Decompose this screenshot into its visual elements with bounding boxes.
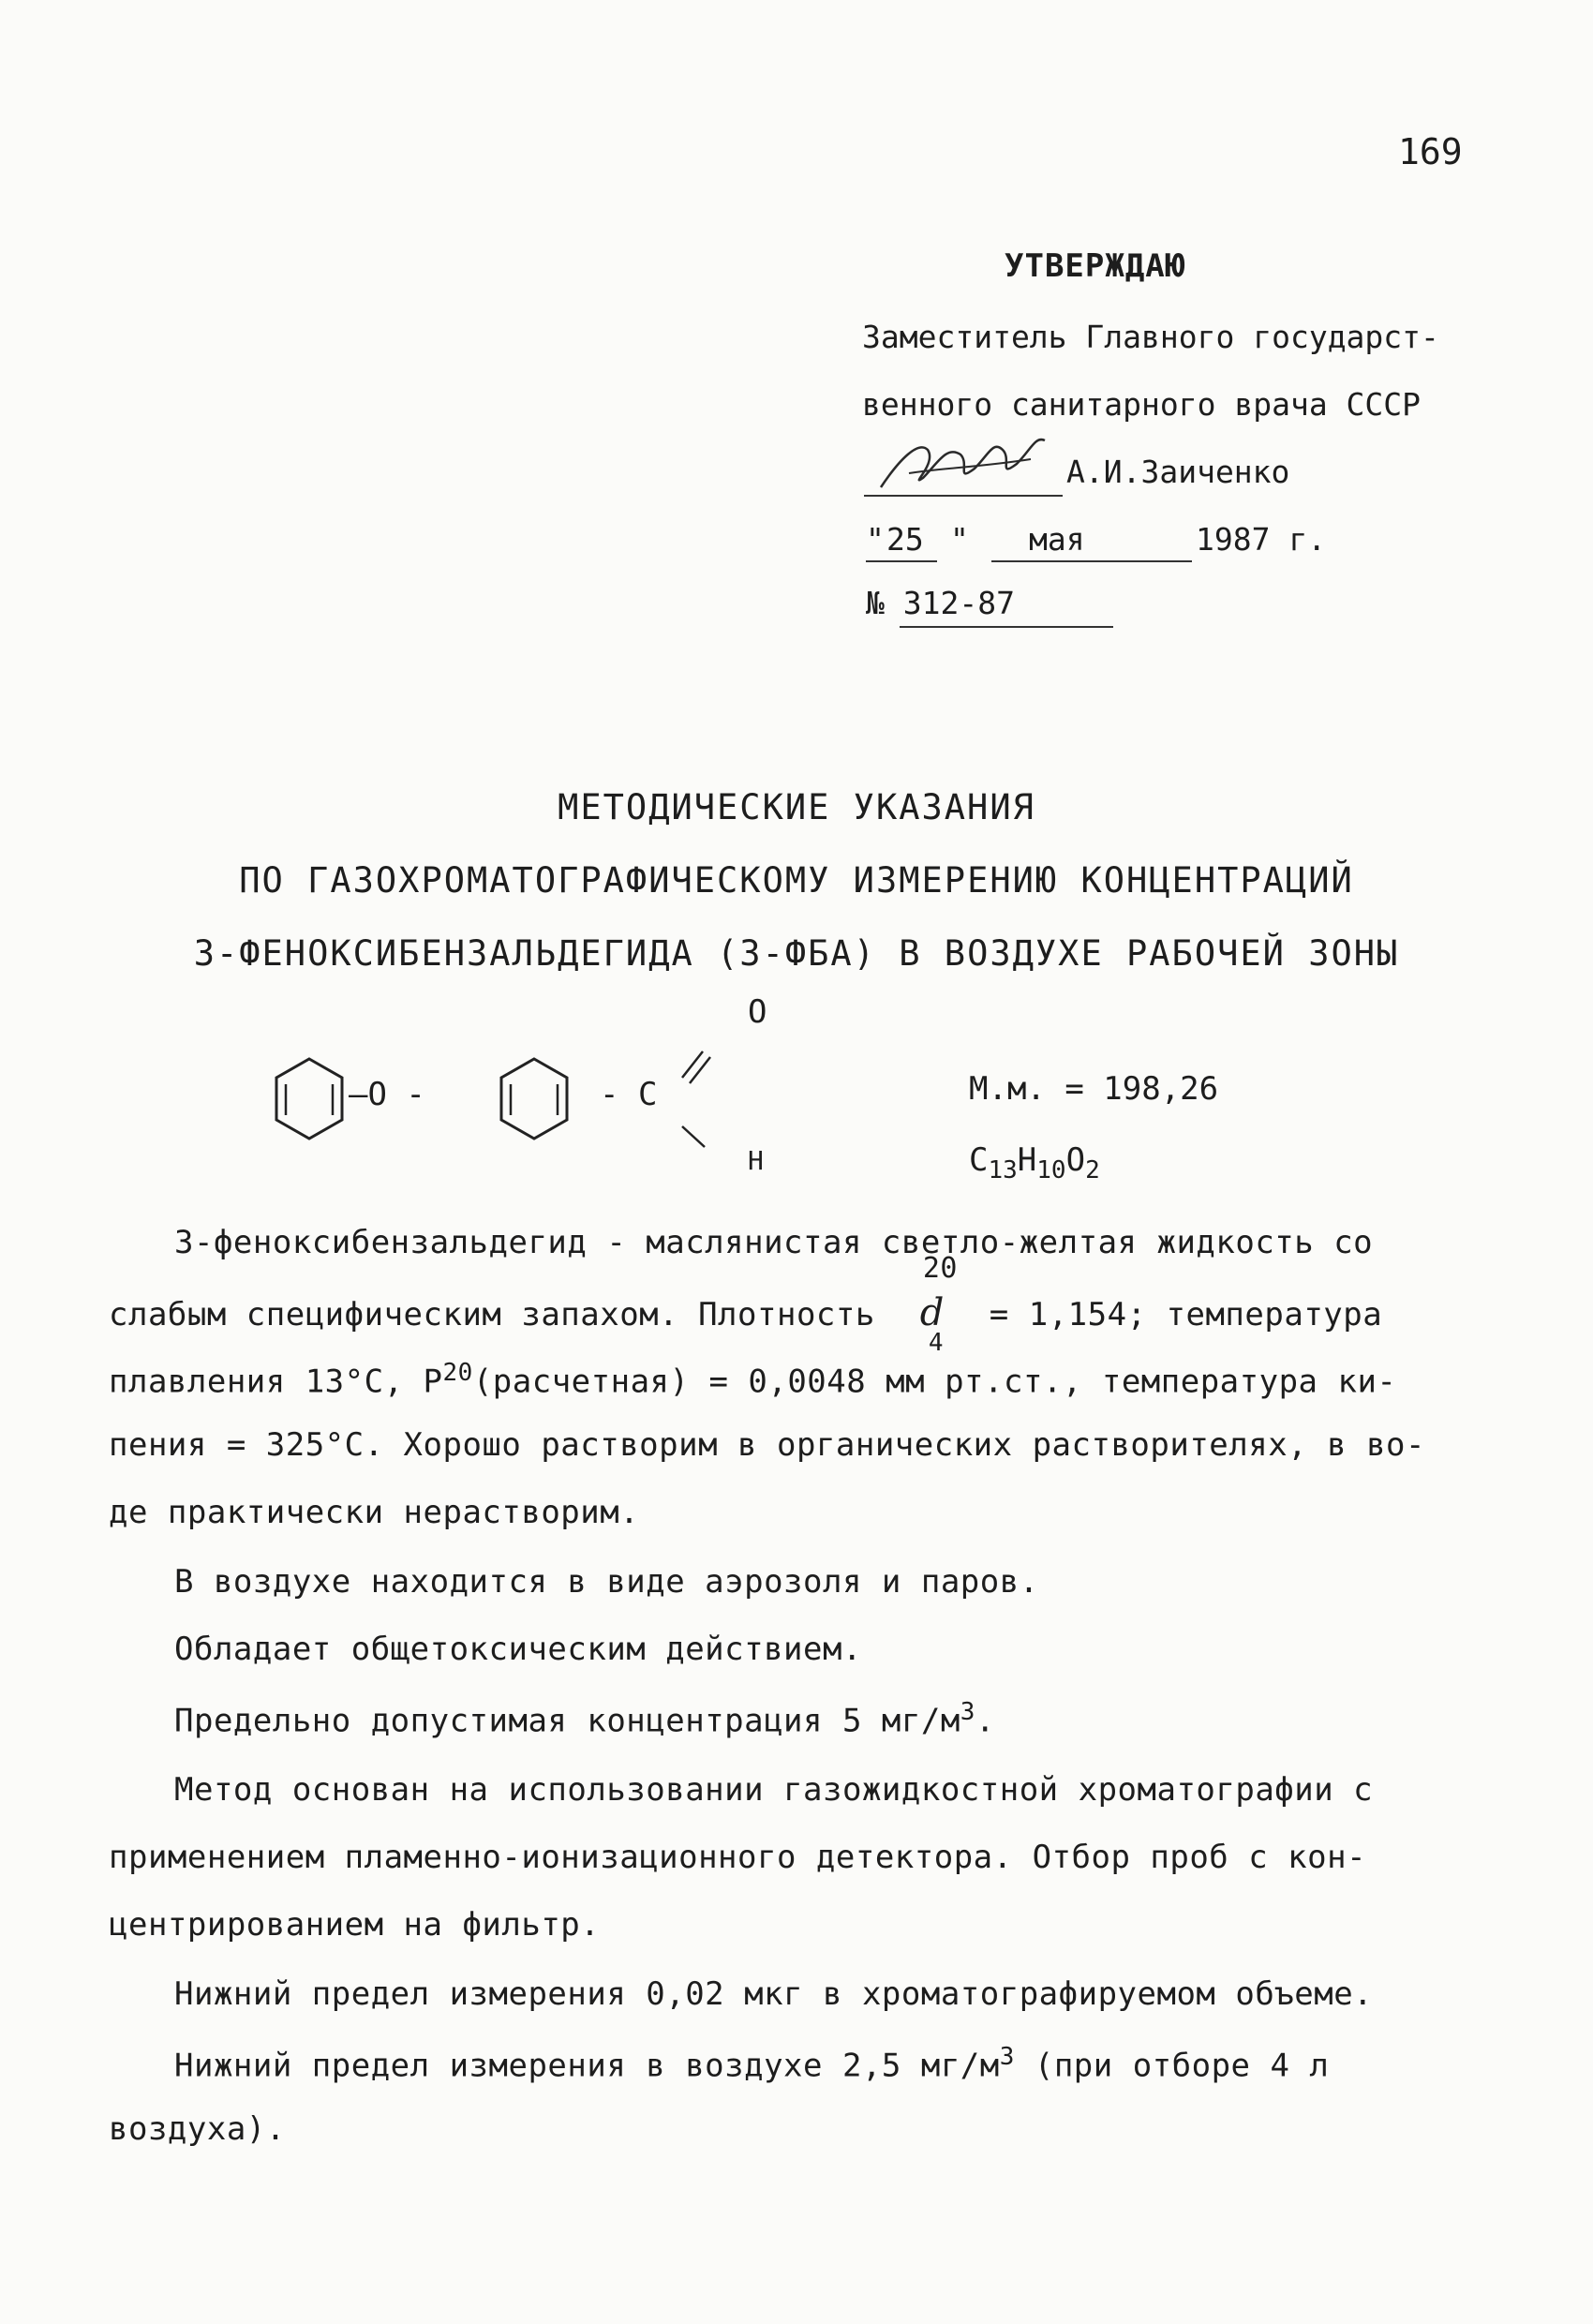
formula-oxygen: O	[748, 993, 767, 1031]
p7-line1-sup: 3	[999, 2043, 1015, 2071]
p1-line3-sup: 20	[442, 1359, 473, 1387]
p1-line2	[109, 1252, 1383, 1357]
signature	[871, 422, 1059, 506]
p7-line1-b: (при отборе 4 л	[1014, 2047, 1330, 2085]
formula-ether-link: —O -	[349, 1076, 425, 1113]
approval-number: № 312-87	[866, 585, 1015, 621]
p1-line2-b: = 1,154; температура	[989, 1296, 1383, 1333]
p1-line3-b: (расчетная) = 0,0048 мм рт.ст., температура ки-	[472, 1363, 1397, 1401]
density-symbol: d	[919, 1291, 945, 1334]
date-month: мая	[1029, 521, 1085, 558]
approval-heading: УТВЕРЖДАЮ	[1005, 247, 1186, 285]
date-day: 25	[886, 521, 924, 558]
formula-h: H	[1017, 1141, 1037, 1179]
p1-line5: де практически нерастворим.	[109, 1494, 640, 1531]
approval-number-underline	[900, 626, 1113, 628]
p7-line2: воздуха).	[109, 2110, 286, 2148]
density-sup: 20	[922, 1252, 958, 1285]
molar-mass: М.м. = 198,26	[969, 1070, 1219, 1108]
benzene-ring-1	[276, 1059, 342, 1139]
p5-line2: применением пламенно-ионизационного детектора. Отбор проб с кон-	[109, 1839, 1367, 1876]
approval-signer: А.И.Заиченко	[1066, 454, 1290, 490]
benzene-ring-2	[501, 1059, 567, 1139]
p4-a: Предельно допустимая концентрация 5 мг/м	[174, 1702, 960, 1740]
density-sub: 4	[928, 1329, 944, 1357]
p5-line1: Метод основан на использовании газожидкостной хроматографии с	[174, 1771, 1374, 1809]
signature-line	[864, 495, 1063, 497]
p7-line1	[174, 2043, 1329, 2084]
p3: Обладает общетоксическим действием.	[174, 1631, 862, 1668]
formula-h-sub: 10	[1036, 1155, 1066, 1184]
molecular-formula	[969, 1141, 1100, 1184]
date-day-underline	[866, 560, 937, 562]
structural-formula	[262, 1031, 787, 1181]
p4-sup: 3	[960, 1698, 975, 1726]
date-month-underline	[991, 560, 1192, 562]
formula-o-sub: 2	[1085, 1155, 1100, 1184]
title-line1: МЕТОДИЧЕСКИЕ УКАЗАНИЯ	[558, 787, 1035, 827]
date-close-quote: "	[950, 521, 969, 558]
title-line2: ПО ГАЗОХРОМАТОГРАФИЧЕСКОМУ ИЗМЕРЕНИЮ КОНЦЕНТРАЦИЙ	[239, 860, 1354, 901]
p1-line4: пения = 325°С. Хорошо растворим в органических растворителях, в во-	[109, 1426, 1425, 1464]
p4	[174, 1698, 995, 1739]
p2: В воздухе находится в виде аэрозоля и паров.	[174, 1563, 1039, 1601]
title-line3: 3-ФЕНОКСИБЕНЗАЛЬДЕГИДА (3-ФБА) В ВОЗДУХЕ РАБОЧЕЙ ЗОНЫ	[193, 933, 1400, 974]
approval-position-line1: Заместитель Главного государст-	[862, 319, 1439, 355]
p1-line1: 3-феноксибензальдегид - маслянистая светло-желтая жидкость со	[174, 1224, 1374, 1261]
date-open-quote: "	[866, 521, 885, 558]
approval-position-line2: венного санитарного врача СССР	[862, 386, 1422, 423]
formula-o: O	[1065, 1141, 1086, 1179]
date-year: 1987 г.	[1196, 521, 1327, 558]
p5-line3: центрированием на фильтр.	[109, 1906, 601, 1944]
formula-carbon: - C	[600, 1076, 658, 1113]
p7-line1-a: Нижний предел измерения в воздухе 2,5 мг/м	[174, 2047, 1000, 2085]
p1-line2-a: слабым специфическим запахом. Плотность	[109, 1296, 875, 1333]
formula-c-sub: 13	[988, 1155, 1018, 1184]
p4-b: .	[975, 1702, 995, 1740]
single-bond-h	[682, 1126, 705, 1147]
p6: Нижний предел измерения 0,02 мкг в хроматографируемом объеме.	[174, 1975, 1374, 2013]
double-bond-line-2	[690, 1057, 710, 1083]
p1-line3	[109, 1359, 1396, 1400]
p1-line3-a: плавления 13°С, Р	[109, 1363, 443, 1401]
formula-hydrogen: H	[748, 1145, 764, 1176]
double-bond-line-1	[682, 1051, 703, 1078]
page-number: 169	[1398, 131, 1463, 172]
formula-c: C	[969, 1141, 989, 1179]
density-symbol-group	[895, 1252, 970, 1357]
